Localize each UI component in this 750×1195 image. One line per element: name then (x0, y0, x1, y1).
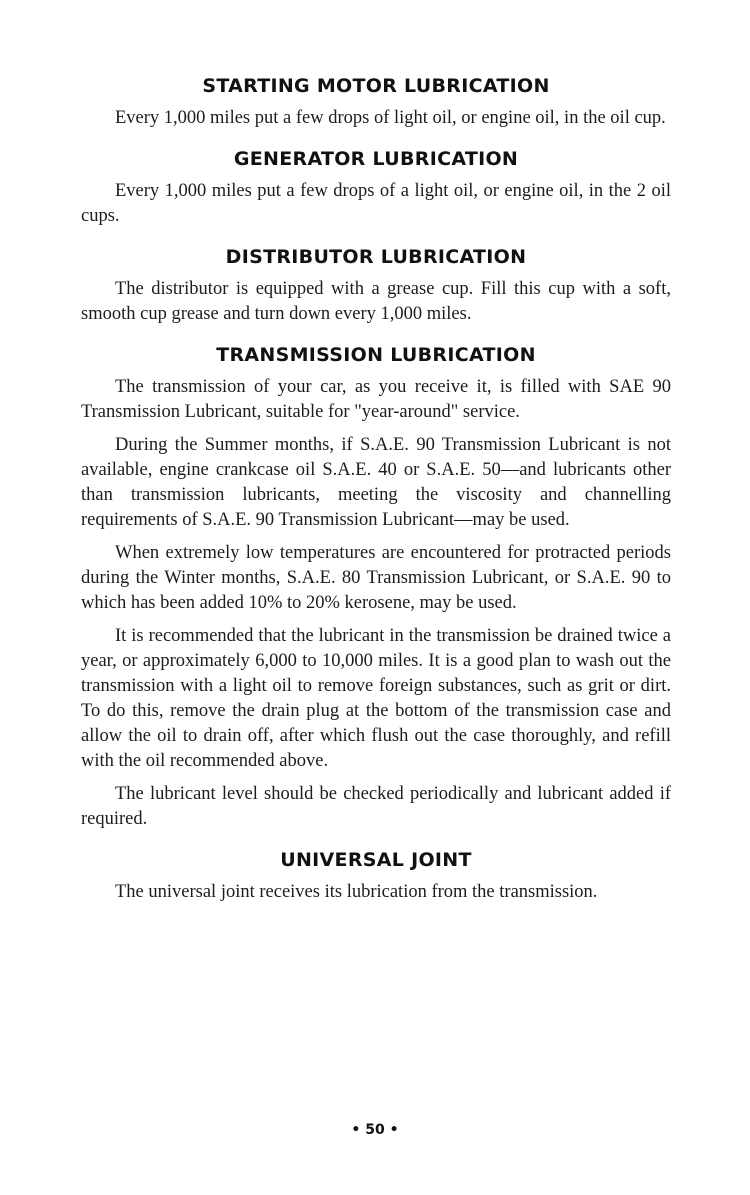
section-heading: TRANSMISSION LUBRICATION (216, 344, 536, 366)
paragraph: The lubricant level should be checked periodically and lubricant added if required. (81, 784, 671, 829)
section-generator (81, 145, 671, 229)
section-heading: GENERATOR LUBRICATION (233, 148, 519, 170)
paragraph: The transmission of your car, as you receive it, is filled with SAE 90 Transmission Lubricant, suitable for "year-around" service. (81, 377, 671, 422)
section-universal-joint (81, 846, 671, 905)
page-number: • 50 • (351, 1122, 399, 1138)
section-heading: DISTRIBUTOR LUBRICATION (225, 246, 527, 268)
paragraph: Every 1,000 miles put a few drops of light oil, or engine oil, in the oil cup. (115, 108, 666, 128)
section-distributor (81, 243, 671, 327)
section-transmission (81, 341, 671, 832)
paragraph: It is recommended that the lubricant in the transmission be drained twice a year, or approximately 6,000 to 10,000 miles. It is a good plan to wash out the transmission with a light oil to remove foreign substances, such as grit or dirt. To do this, remove the drain plug at the bottom of the transmission case and allow the oil to drain off, after which flush out the case thoroughly, and refill with the oil recommended above. (81, 626, 671, 771)
paragraph: Every 1,000 miles put a few drops of a light oil, or engine oil, in the 2 oil cups. (81, 181, 671, 226)
paragraph: The distributor is equipped with a grease cup. Fill this cup with a soft, smooth cup grease and turn down every 1,000 miles. (81, 279, 671, 324)
section-heading: UNIVERSAL JOINT (280, 849, 472, 871)
paragraph: The universal joint receives its lubrication from the transmission. (115, 882, 598, 902)
paragraph: During the Summer months, if S.A.E. 90 Transmission Lubricant is not available, engine crankcase oil S.A.E. 40 or S.A.E. 50—and lubricants other than transmission lubricants, meeting the viscosity and channelling requirements of S.A.E. 90 Transmission Lubricant—may be used. (81, 435, 671, 530)
section-heading: STARTING MOTOR LUBRICATION (202, 75, 550, 97)
document-body (81, 72, 671, 919)
section-starting-motor (81, 72, 671, 131)
paragraph: When extremely low temperatures are encountered for protracted periods during the Winter months, S.A.E. 80 Transmission Lubricant, or S.A.E. 90 to which has been added 10% to 20% kerosene, may be used. (81, 543, 671, 613)
